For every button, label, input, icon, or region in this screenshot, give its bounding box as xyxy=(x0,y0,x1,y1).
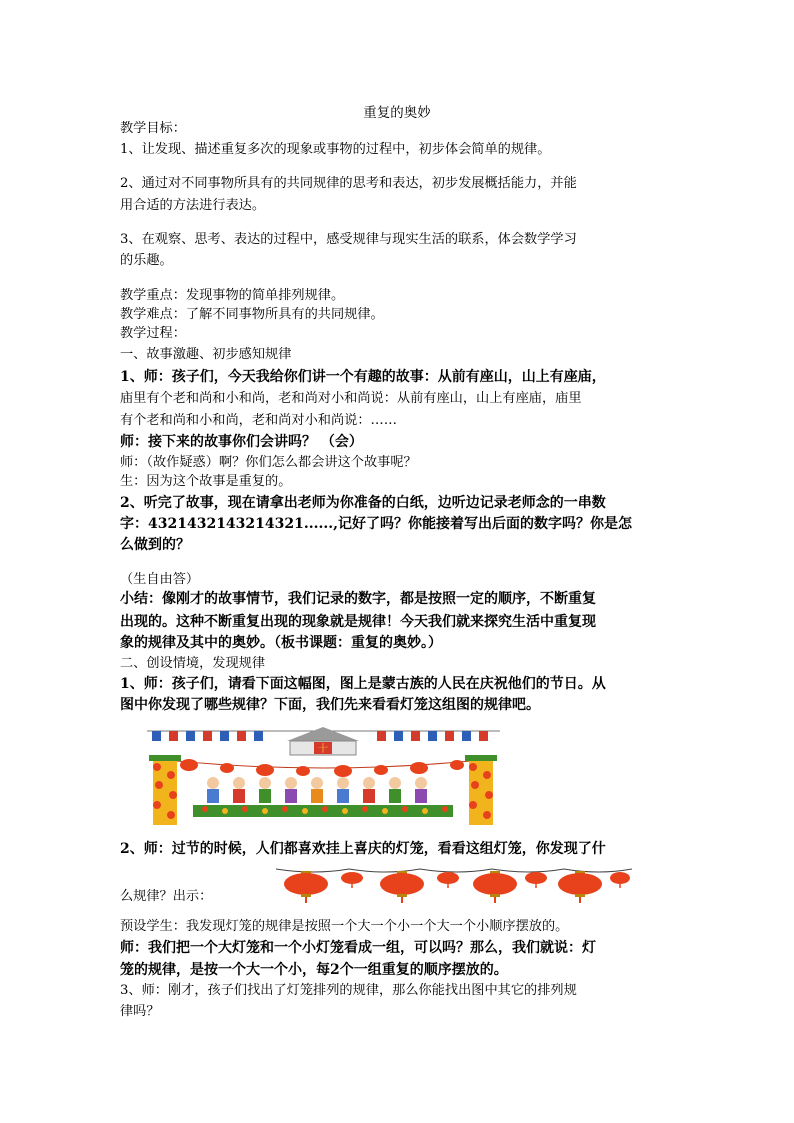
document-title: 重复的奥妙 xyxy=(363,105,431,121)
text-line: 小结：像刚才的故事情节，我们记录的数字，都是按照一定的顺序，不断重复 xyxy=(120,591,596,607)
text-line: 预设学生：我发现灯笼的规律是按照一个大一个小一个大一个小顺序摆放的。 xyxy=(120,919,569,934)
small-lantern xyxy=(341,872,363,888)
big-lantern xyxy=(558,871,602,903)
text-line: 1、师：孩子们，今天我给你们讲一个有趣的故事：从前有座山，山上有座庙， xyxy=(120,369,606,385)
text-line: 1、让发现、描述重复多次的现象或事物的过程中，初步体会简单的规律。 xyxy=(120,142,551,157)
text-line: 师：接下来的故事你们会讲吗？ （会） xyxy=(120,434,363,450)
section-heading: 二、创设情境，发现规律 xyxy=(120,656,266,671)
text-line: 么规律？出示： xyxy=(120,889,213,904)
big-lantern xyxy=(473,871,517,903)
text-line: 庙里有个老和尚和小和尚，老和尚对小和尚说：从前有座山，山上有座庙，庙里 xyxy=(120,391,582,406)
text-line: 教学重点：发现事物的简单排列规律。 xyxy=(120,288,345,303)
text-line: 笼的规律，是按一个大一个小，每2个一组重复的顺序摆放的。 xyxy=(120,962,508,978)
text-line: （生自由答） xyxy=(120,572,200,587)
text-line: 的乐趣。 xyxy=(120,253,173,268)
text-line: 字：4321432143214321......,记好了吗？你能接着写出后面的数字吗？你是怎 xyxy=(120,516,632,532)
text-line: 图中你发现了哪些规律？下面，我们先来看看灯笼这组图的规律吧。 xyxy=(120,697,540,713)
flower-bed xyxy=(193,805,453,817)
text-line: 生：因为这个故事是重复的。 xyxy=(120,474,292,489)
lantern-string xyxy=(274,863,634,905)
text-line: 教学过程： xyxy=(120,326,186,341)
section-heading: 一、故事激趣、初步感知规律 xyxy=(120,347,292,362)
text-line: 2、通过对不同事物所具有的共同规律的思考和表达，初步发展概括能力，并能 xyxy=(120,176,577,191)
text-line: 教学目标： xyxy=(120,121,186,136)
text-line: 师：（故作疑惑）啊？你们怎么都会讲这个故事呢？ xyxy=(120,455,417,470)
text-line: 教学难点：了解不同事物所具有的共同规律。 xyxy=(120,307,384,322)
right-pillar xyxy=(465,755,497,825)
text-line: 用合适的方法进行表达。 xyxy=(120,198,266,213)
big-lantern xyxy=(380,871,424,903)
text-line: 么做到的？ xyxy=(120,537,190,553)
festival-illustration xyxy=(147,723,500,826)
left-pillar xyxy=(149,755,181,825)
text-line: 2、师：过节的时候，人们都喜欢挂上喜庆的灯笼，看看这组灯笼，你发现了什 xyxy=(120,841,606,857)
text-line: 师：我们把一个大灯笼和一个小灯笼看成一组，可以吗？那么，我们就说：灯 xyxy=(120,940,596,956)
text-line: 3、在观察、思考、表达的过程中，感受规律与现实生活的联系，体会数学学习 xyxy=(120,232,577,247)
text-line: 出现的。这种不断重复出现的现象就是规律！今天我们就来探究生活中重复现 xyxy=(120,614,596,630)
small-lantern xyxy=(525,872,547,888)
small-lantern xyxy=(437,872,459,888)
small-lantern xyxy=(610,872,630,888)
big-lantern xyxy=(284,871,328,903)
text-line: 象的规律及其中的奥妙。（板书课题：重复的奥妙。） xyxy=(120,635,442,651)
text-line: 律吗？ xyxy=(120,1004,160,1019)
pavilion-sign: 十 xyxy=(318,744,328,755)
text-line: 有个老和尚和小和尚，老和尚对小和尚说：…… xyxy=(120,413,397,428)
text-line: 3、师：刚才，孩子们找出了灯笼排列的规律，那么你能找出图中其它的排列规 xyxy=(120,983,577,998)
people-group xyxy=(207,777,427,803)
text-line: 1、师：孩子们，请看下面这幅图，图上是蒙古族的人民在庆祝他们的节日。从 xyxy=(120,676,606,692)
text-line: 2、听完了故事，现在请拿出老师为你准备的白纸，边听边记录老师念的一串数 xyxy=(120,495,606,511)
